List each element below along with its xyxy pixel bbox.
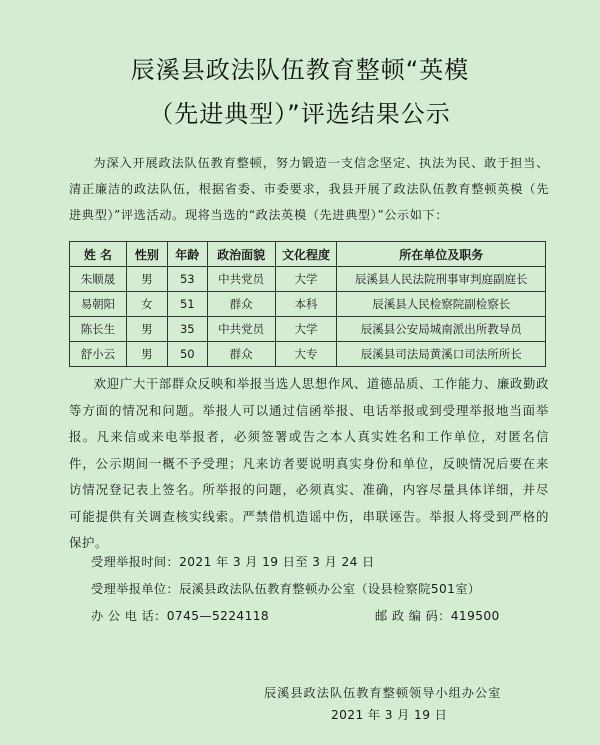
cell-name: 朱顺晟 (70, 267, 127, 292)
signature-org: 辰溪县政法队伍教育整顿领导小组办公室 (264, 686, 502, 700)
cell-political-status: 中共党员 (207, 267, 275, 292)
body-paragraph: 欢迎广大干部群众反映和举报当选人思想作风、道德品质、工作能力、廉政勤政等方面的情况和问题。举报人可以通过信函举报、电话举报或到受理举报地当面举报。凡来信或来电举报者，必须签署或告之本人真实姓名和工作单位，对匿名信件，公示期间一概不予受理；凡来访者要说明真实身份和单位，反映情况后要在来访情况登记表上签名。所举报的问题，必须真实、准确，内容尽量具体详细，并尽可能提供有关调查核实线索。严禁借机造谣中伤，串联诬告。举报人将受到严格的保护。 (69, 376, 549, 550)
cell-unit-position: 辰溪县人民检察院副检察长 (337, 292, 546, 317)
cell-gender: 女 (126, 292, 167, 317)
cell-gender: 男 (126, 317, 167, 342)
report-unit: 受理举报单位：辰溪县政法队伍教育整顿办公室（设县检察院501室） (91, 582, 481, 596)
cell-name: 陈长生 (70, 317, 127, 342)
cell-education: 大学 (275, 267, 337, 292)
cell-political-status: 群众 (207, 292, 275, 317)
winners-table (69, 241, 546, 367)
cell-name: 易朝阳 (70, 292, 127, 317)
table-row (70, 342, 546, 367)
table-row (70, 317, 546, 342)
header-political-status: 政治面貌 (207, 242, 275, 267)
header-education: 文化程度 (275, 242, 337, 267)
header-age: 年龄 (167, 242, 207, 267)
cell-gender: 男 (126, 267, 167, 292)
header-gender: 性别 (126, 242, 167, 267)
cell-education: 大学 (275, 317, 337, 342)
cell-age: 51 (167, 292, 207, 317)
cell-education: 本科 (275, 292, 337, 317)
intro-paragraph: 为深入开展政法队伍教育整顿，努力锻造一支信念坚定、执法为民、敢于担当、清正廉洁的政法队伍，根据省委、市委要求，我县开展了政法队伍教育整顿英模（先进典型）”评选活动。现将当选的“政法英模（先进典型）”公示如下： (69, 156, 549, 222)
report-time: 受理举报时间：2021 年 3 月 19 日至 3 月 24 日 (91, 555, 375, 569)
title-line-2: （先进典型）”评选结果公示 (149, 100, 451, 128)
signature-date: 2021 年 3 月 19 日 (331, 708, 448, 722)
header-unit-position: 所在单位及职务 (337, 242, 546, 267)
office-phone: 办 公 电 话：0745—5224118 (91, 609, 270, 623)
postcode: 邮 政 编 码：419500 (375, 609, 500, 623)
cell-name: 舒小云 (70, 342, 127, 367)
title-line-1: 辰溪县政法队伍教育整顿“英模 (130, 56, 470, 84)
table-header-row (70, 242, 546, 267)
cell-age: 53 (167, 267, 207, 292)
cell-political-status: 中共党员 (207, 317, 275, 342)
table-row (70, 267, 546, 292)
cell-unit-position: 辰溪县司法局黄溪口司法所所长 (337, 342, 546, 367)
cell-age: 50 (167, 342, 207, 367)
cell-education: 大专 (275, 342, 337, 367)
header-name: 姓 名 (70, 242, 127, 267)
table-row (70, 292, 546, 317)
cell-gender: 男 (126, 342, 167, 367)
cell-unit-position: 辰溪县人民法院刑事审判庭副庭长 (337, 267, 546, 292)
cell-political-status: 群众 (207, 342, 275, 367)
cell-age: 35 (167, 317, 207, 342)
cell-unit-position: 辰溪县公安局城南派出所教导员 (337, 317, 546, 342)
